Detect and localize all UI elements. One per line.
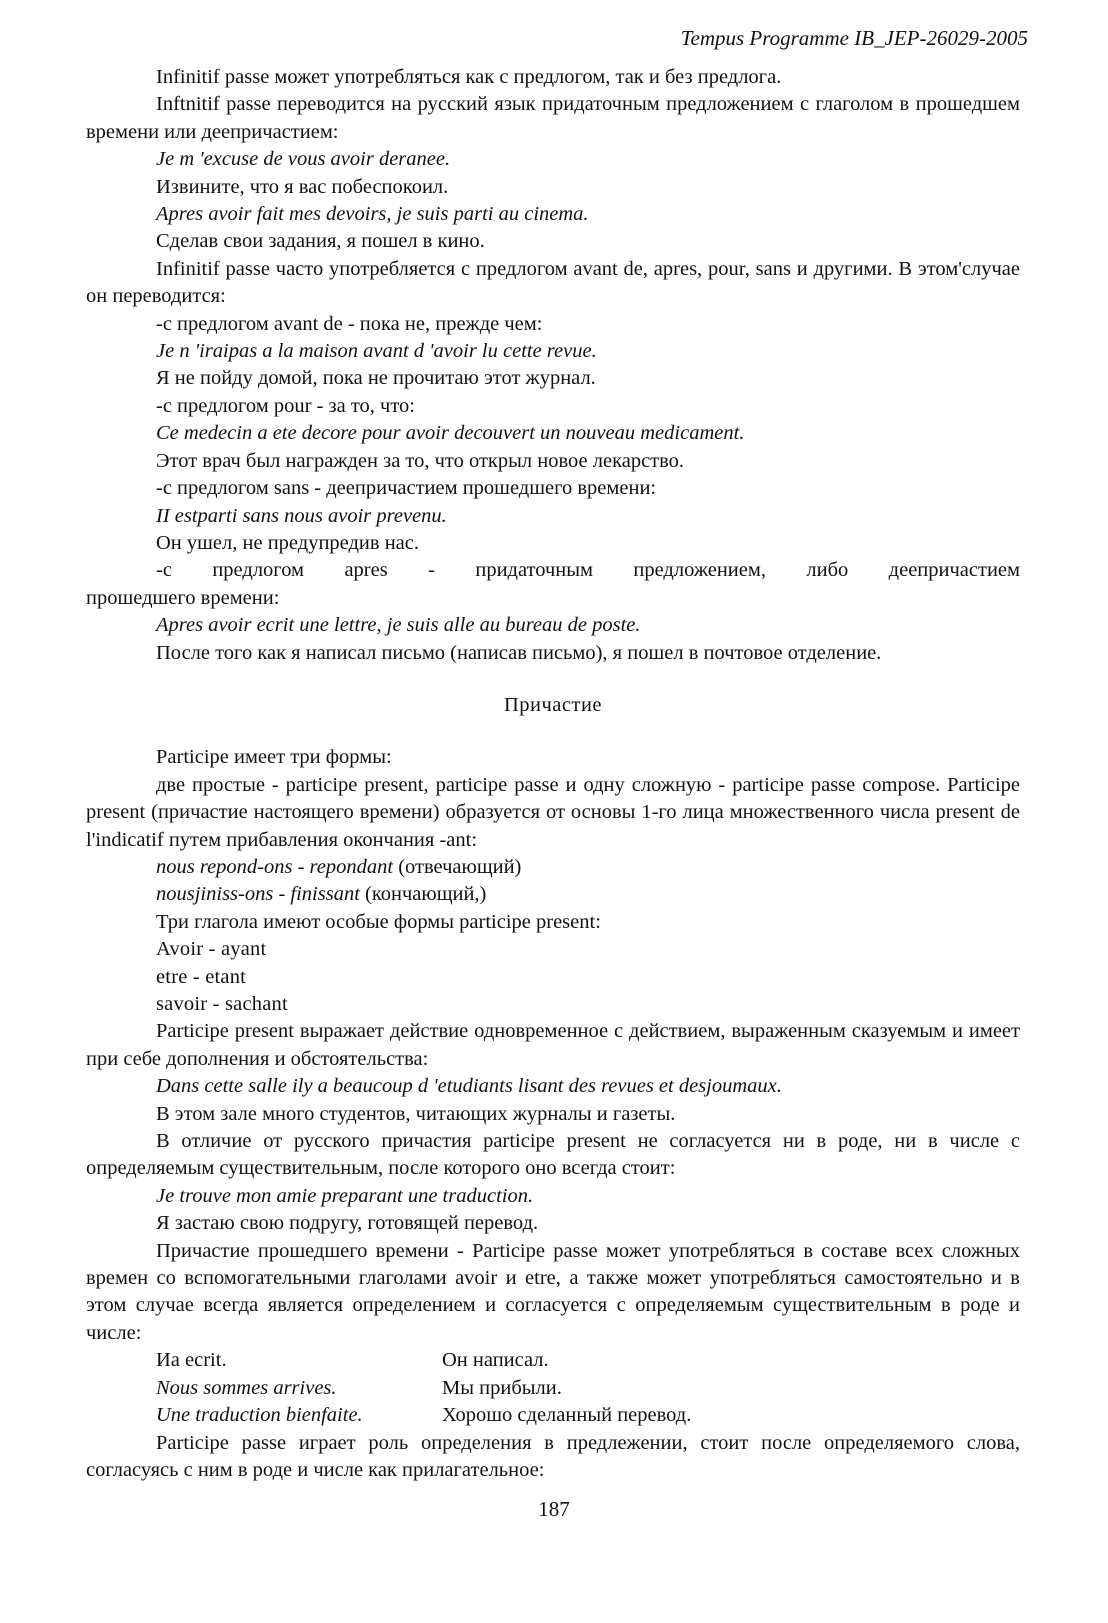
example-ru: Я застаю свою подругу, готовящей перевод. bbox=[156, 1212, 539, 1235]
paragraph: две простые - participe present, participe passe и одну сложную - participe passe compose. Participe present (причастие настоящего времени) образуется от основы 1-го лица множественного числа present de l'indicatif путем прибавления окончания -ant: bbox=[86, 773, 1020, 851]
example-fr: Иа ecrit. bbox=[156, 1349, 227, 1372]
example-fr: Nous sommes arrives. bbox=[156, 1376, 337, 1399]
example-line bbox=[86, 881, 1020, 908]
running-header: Tempus Programme IB_JEP-26029-2005 bbox=[680, 26, 1028, 50]
example-ru: (кончающий,) bbox=[365, 883, 487, 906]
paragraph: В отличие от русского причастия participe present не согласуется ни в роде, ни в числе с определяемым существительным, после которого оно всегда стоит: bbox=[86, 1130, 1020, 1180]
paragraph: Participe passe играет роль определения в предлежении, стоит после определяемого слова, согласуясь с ним в роде и числе как прилагательное: bbox=[86, 1431, 1020, 1481]
example-fr: Dans cette salle ily a beaucoup d 'etudiants lisant des revues et desjoumaux. bbox=[156, 1075, 782, 1098]
example-ru: Хорошо сделанный перевод. bbox=[442, 1404, 692, 1427]
example-ru: Он написал. bbox=[442, 1349, 549, 1372]
verb-form: Avoir - ayant bbox=[156, 938, 267, 961]
rule-sans: -с предлогом sans - деепричастием прошедшего времени: bbox=[156, 477, 657, 500]
example-fr: nousjiniss-ons - finissant bbox=[156, 883, 360, 906]
example-fr: Ce medecin a ete decore pour avoir decouvert un nouveau medicament. bbox=[156, 422, 745, 445]
paragraph: Три глагола имеют особые формы participe present: bbox=[156, 910, 601, 933]
example-fr: Je n 'iraipas a la maison avant d 'avoir lu cette revue. bbox=[156, 340, 597, 363]
paragraph: Participe present выражает действие одновременное с действием, выраженным сказуемым и имеет при себе дополнения и обстоятельства: bbox=[86, 1020, 1020, 1070]
example-ru: Сделав свои задания, я пошел в кино. bbox=[156, 230, 485, 253]
example-row bbox=[86, 1375, 1020, 1402]
example-fr: Apres avoir ecrit une lettre, je suis alle au bureau de poste. bbox=[156, 614, 641, 637]
example-fr: II estparti sans nous avoir prevenu. bbox=[156, 504, 447, 527]
rule-apres: -с предлогом apres - придаточным предложением, либо деепричастием bbox=[156, 559, 1020, 582]
page-body bbox=[86, 64, 1020, 1484]
example-fr: Apres avoir fait mes devoirs, je suis parti au cinema. bbox=[156, 203, 589, 226]
paragraph: Infinitif passe часто употребляется с предлогом avant de, apres, pour, sans и другими. В этом'случае он переводится: bbox=[86, 257, 1020, 308]
example-ru: После того как я написал письмо (написав письмо), я пошел в почтовое отделение. bbox=[156, 641, 882, 664]
paragraph: Participe имеет три формы: bbox=[156, 746, 392, 769]
example-line bbox=[86, 854, 1020, 881]
example-fr: nous repond-ons - repondant bbox=[156, 855, 394, 878]
example-ru: Я не пойду домой, пока не прочитаю этот журнал. bbox=[156, 367, 596, 390]
example-ru: Этот врач был награжден за то, что открыл новое лекарство. bbox=[156, 449, 685, 472]
verb-form: savoir - sachant bbox=[156, 993, 288, 1015]
rule-pour: -с предлогом pour - за то, что: bbox=[156, 394, 415, 417]
example-fr: Une traduction bienfaite. bbox=[156, 1404, 363, 1427]
rule-avant-de: -с предлогом avant de - пока не, прежде чем: bbox=[156, 312, 543, 335]
paragraph: Причастие прошедшего времени - Participe passe может употребляться в составе всех сложных времен со вспомогательными глаголами avoir и etre, а также может употребляться самостоятельно и в этом случае всегда является определением и согласуется с определяемым существительным в роде и числе: bbox=[86, 1239, 1020, 1344]
example-ru: Он ушел, не предупредив нас. bbox=[156, 531, 419, 554]
page-number: 187 bbox=[538, 1497, 570, 1521]
example-ru: В этом зале много студентов, читающих журналы и газеты. bbox=[156, 1102, 676, 1125]
example-fr: Je trouve mon amie preparant une traduction. bbox=[156, 1184, 534, 1207]
paragraph: Inftnitif passe переводится на русский язык придаточным предложением с глаголом в прошедшем времени или деепричастием: bbox=[86, 93, 1020, 143]
example-ru: Извините, что я вас побеспокоил. bbox=[156, 175, 449, 198]
example-row bbox=[86, 1402, 1020, 1429]
paragraph: Infinitif passe может употребляться как с предлогом, так и без предлога. bbox=[156, 66, 782, 88]
rule-apres-cont: прошедшего времени: bbox=[86, 586, 280, 609]
example-ru: (отвечающий) bbox=[398, 855, 522, 878]
example-row bbox=[86, 1347, 1020, 1374]
section-heading: Причастие bbox=[503, 693, 603, 716]
verb-form: etre - etant bbox=[156, 965, 247, 988]
example-ru: Мы прибыли. bbox=[442, 1376, 562, 1399]
example-fr: Je m 'excuse de vous avoir deranee. bbox=[156, 148, 451, 171]
